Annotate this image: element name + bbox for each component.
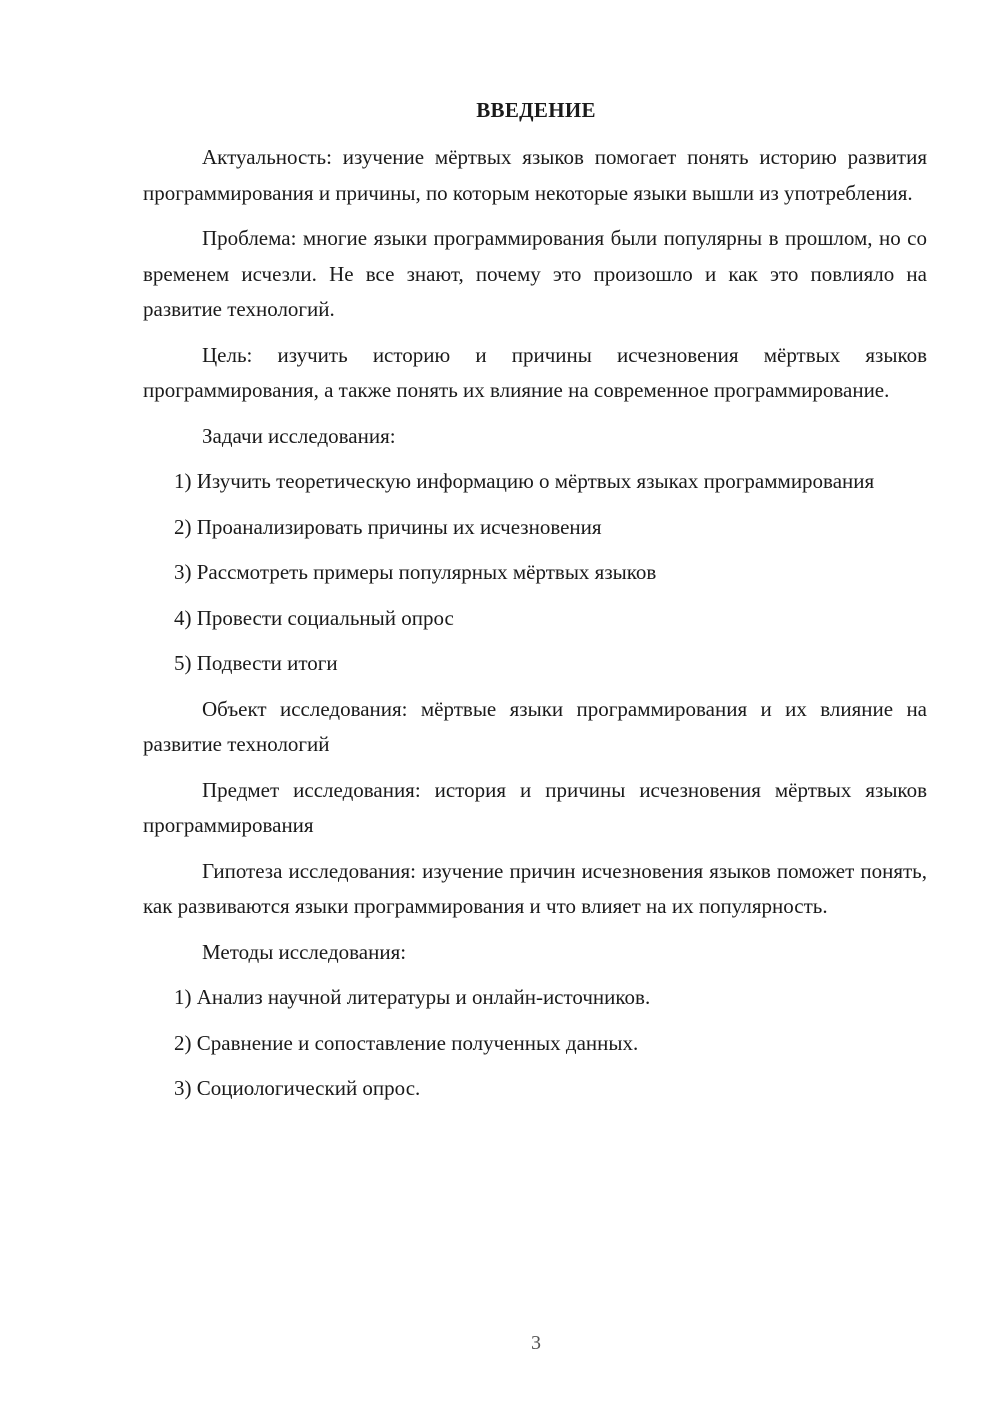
task-item: 2) Проанализировать причины их исчезновения — [174, 514, 602, 539]
section-title: ВВЕДЕНИЕ — [476, 98, 596, 122]
method-item: 2) Сравнение и сопоставление полученных данных. — [174, 1030, 639, 1055]
object-paragraph: Объект исследования: мёртвые языки программирования и их влияние на развитие технологий — [143, 696, 927, 756]
method-item: 1) Анализ научной литературы и онлайн-источников. — [174, 985, 651, 1009]
task-item: 4) Провести социальный опрос — [174, 605, 454, 630]
task-item: 1) Изучить теоретическую информацию о мёртвых языках программирования — [174, 469, 875, 493]
problem-paragraph: Проблема: многие языки программирования были популярны в прошлом, но со временем исчезли. Не все знают, почему это произошло и как это повлияло на развитие технологий. — [143, 226, 927, 321]
task-item: 5) Подвести итоги — [174, 651, 338, 675]
hypothesis-paragraph: Гипотеза исследования: изучение причин исчезновения языков поможет понять, как развиваются языки программирования и что влияет на их популярность. — [143, 858, 927, 918]
subject-paragraph: Предмет исследования: история и причины исчезновения мёртвых языков программирования — [143, 777, 927, 837]
document-body — [143, 140, 927, 1117]
method-item: 3) Социологический опрос. — [174, 1076, 421, 1100]
relevance-paragraph: Актуальность: изучение мёртвых языков помогает понять историю развития программирования и причины, по которым некоторые языки вышли из употребления. — [143, 145, 927, 205]
page-number: 3 — [531, 1332, 541, 1354]
goal-paragraph: Цель: изучить историю и причины исчезновения мёртвых языков программирования, а также понять их влияние на современное программирование. — [143, 342, 927, 402]
methods-heading: Методы исследования: — [202, 939, 407, 964]
task-item: 3) Рассмотреть примеры популярных мёртвых языков — [174, 560, 657, 584]
tasks-heading: Задачи исследования: — [202, 423, 396, 448]
